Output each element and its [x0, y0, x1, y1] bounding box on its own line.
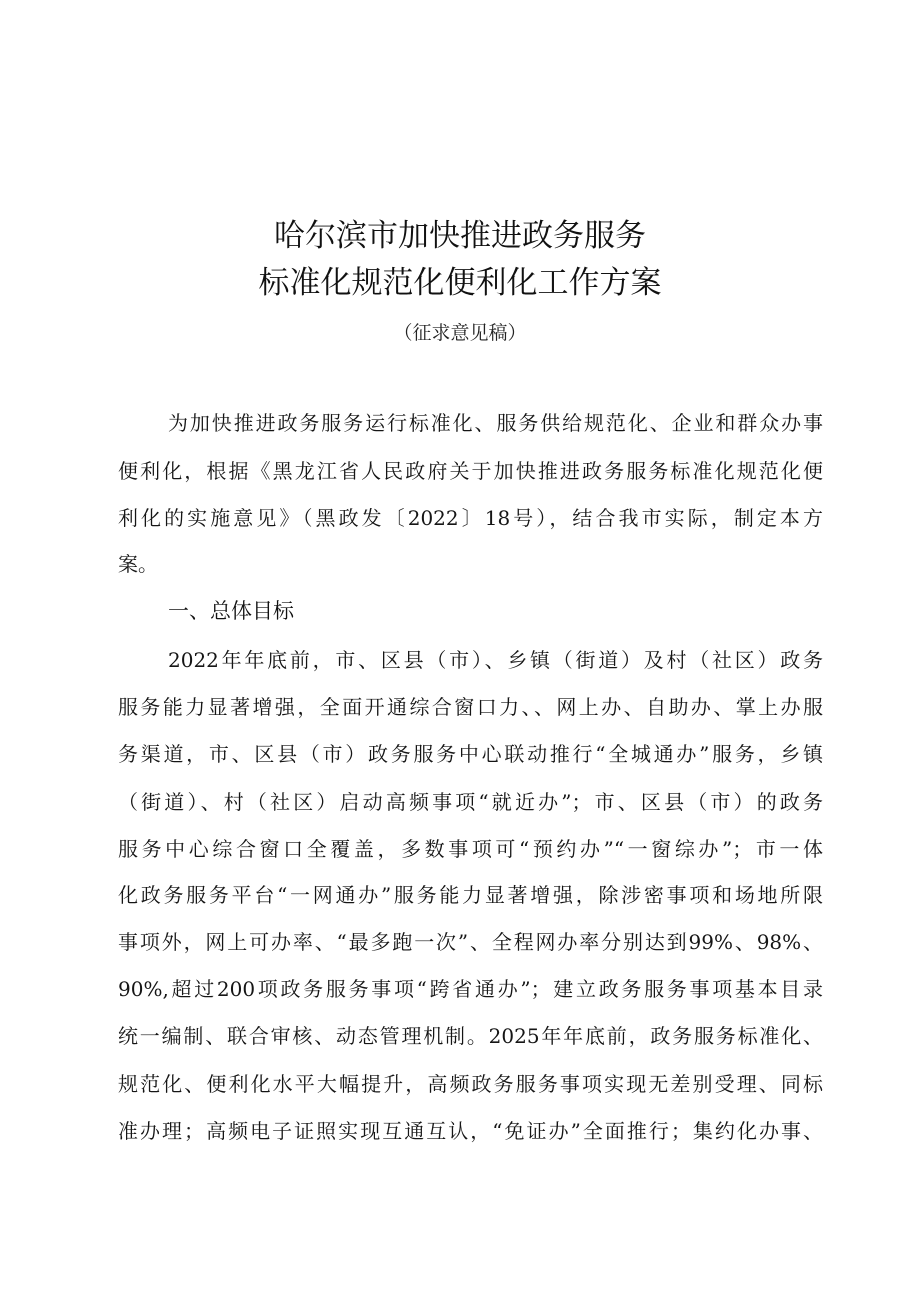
intro-line: 便利化，根据《黑龙江省人民政府关于加快推进政务服务标准化规范化便 [118, 459, 823, 483]
intro-line: 利化的实施意见》（黑政发〔2022〕18号），结合我市实际，制定本方 [118, 506, 823, 530]
paragraph-line: 2022年年底前，市、区县（市）、乡镇（街道）及村（社区）政务 [168, 648, 823, 672]
paragraph-line: 事项外，网上可办率、“最多跑一次”、全程网办率分别达到99%、98%、 [118, 930, 823, 954]
intro-line: 案。 [118, 552, 158, 576]
section-heading: 一、总体目标 [168, 599, 294, 623]
paragraph-line: （街道）、村（社区）启动高频事项“就近办”；市、区县（市）的政务 [118, 790, 823, 814]
paragraph-line: 化政务服务平台“一网通办”服务能力显著增强，除涉密事项和场地所限 [118, 883, 823, 907]
intro-line: 为加快推进政务服务运行标准化、服务供给规范化、企业和群众办事 [168, 411, 823, 435]
paragraph-line: 服务中心综合窗口全覆盖，多数事项可“预约办”“一窗综办”；市一体 [118, 837, 823, 861]
document-title-line-2: 标准化规范化便利化工作方案 [258, 265, 662, 301]
paragraph-line: 务渠道，市、区县（市）政务服务中心联动推行“全城通办”服务，乡镇 [118, 742, 823, 766]
paragraph-line: 准办理；高频电子证照实现互通互认，“免证办”全面推行；集约化办事、 [118, 1119, 823, 1143]
document-subtitle: （征求意见稿） [393, 322, 527, 344]
paragraph-line: 90%,超过200项政务服务事项“跨省通办”；建立政务服务事项基本目录 [118, 977, 823, 1001]
paragraph-line: 统一编制、联合审核、动态管理机制。2025年年底前，政务服务标准化、 [118, 1024, 823, 1048]
paragraph-line: 规范化、便利化水平大幅提升，高频政务服务事项实现无差别受理、同标 [118, 1072, 823, 1096]
document-title-line-1: 哈尔滨市加快推进政务服务 [274, 218, 646, 254]
paragraph-line: 服务能力显著增强，全面开通综合窗口力、、网上办、自助办、掌上办服 [118, 695, 823, 719]
